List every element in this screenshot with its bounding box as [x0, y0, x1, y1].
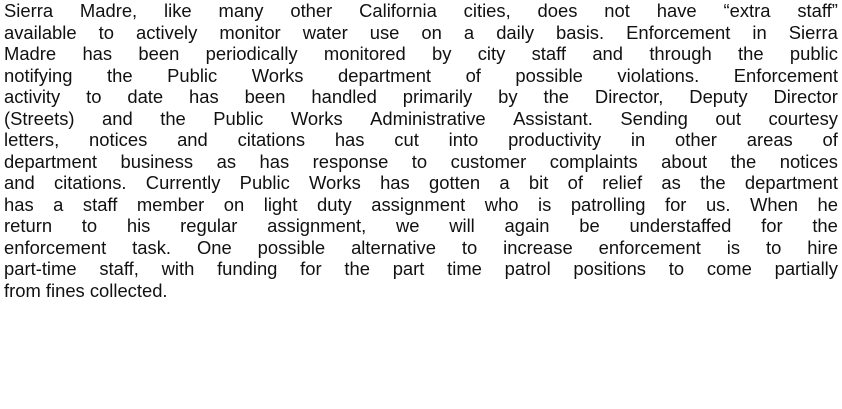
- paragraph-line: department business as has response to customer complaints about the notices: [4, 150, 838, 172]
- paragraph-line: Sierra Madre, like many other California cities, does not have “extra staff”: [4, 0, 838, 21]
- paragraph-line: available to actively monitor water use on a daily basis. Enforcement in Sierra: [4, 21, 838, 43]
- paragraph-line: letters, notices and citations has cut into productivity in other areas of: [4, 129, 838, 150]
- paragraph-line: Madre has been periodically monitored by city staff and through the public: [4, 43, 838, 64]
- paragraph-line: notifying the Public Works department of possible violations. Enforcement: [4, 64, 838, 86]
- paragraph-line: from fines collected.: [4, 279, 168, 301]
- paragraph-line: activity to date has been handled primarily by the Director, Deputy Director: [4, 86, 838, 107]
- paragraph-line: enforcement task. One possible alternative to increase enforcement is to hire: [4, 236, 838, 258]
- paragraph-line: return to his regular assignment, we will again be understaffed for the: [4, 215, 838, 236]
- body-paragraph: [4, 0, 838, 301]
- paragraph-line: and citations. Currently Public Works has gotten a bit of relief as the department: [4, 172, 838, 193]
- paragraph-line: (Streets) and the Public Works Administrative Assistant. Sending out courtesy: [4, 107, 838, 129]
- paragraph-line: part-time staff, with funding for the part time patrol positions to come partially: [4, 258, 838, 279]
- paragraph-line: has a staff member on light duty assignment who is patrolling for us. When he: [4, 193, 838, 215]
